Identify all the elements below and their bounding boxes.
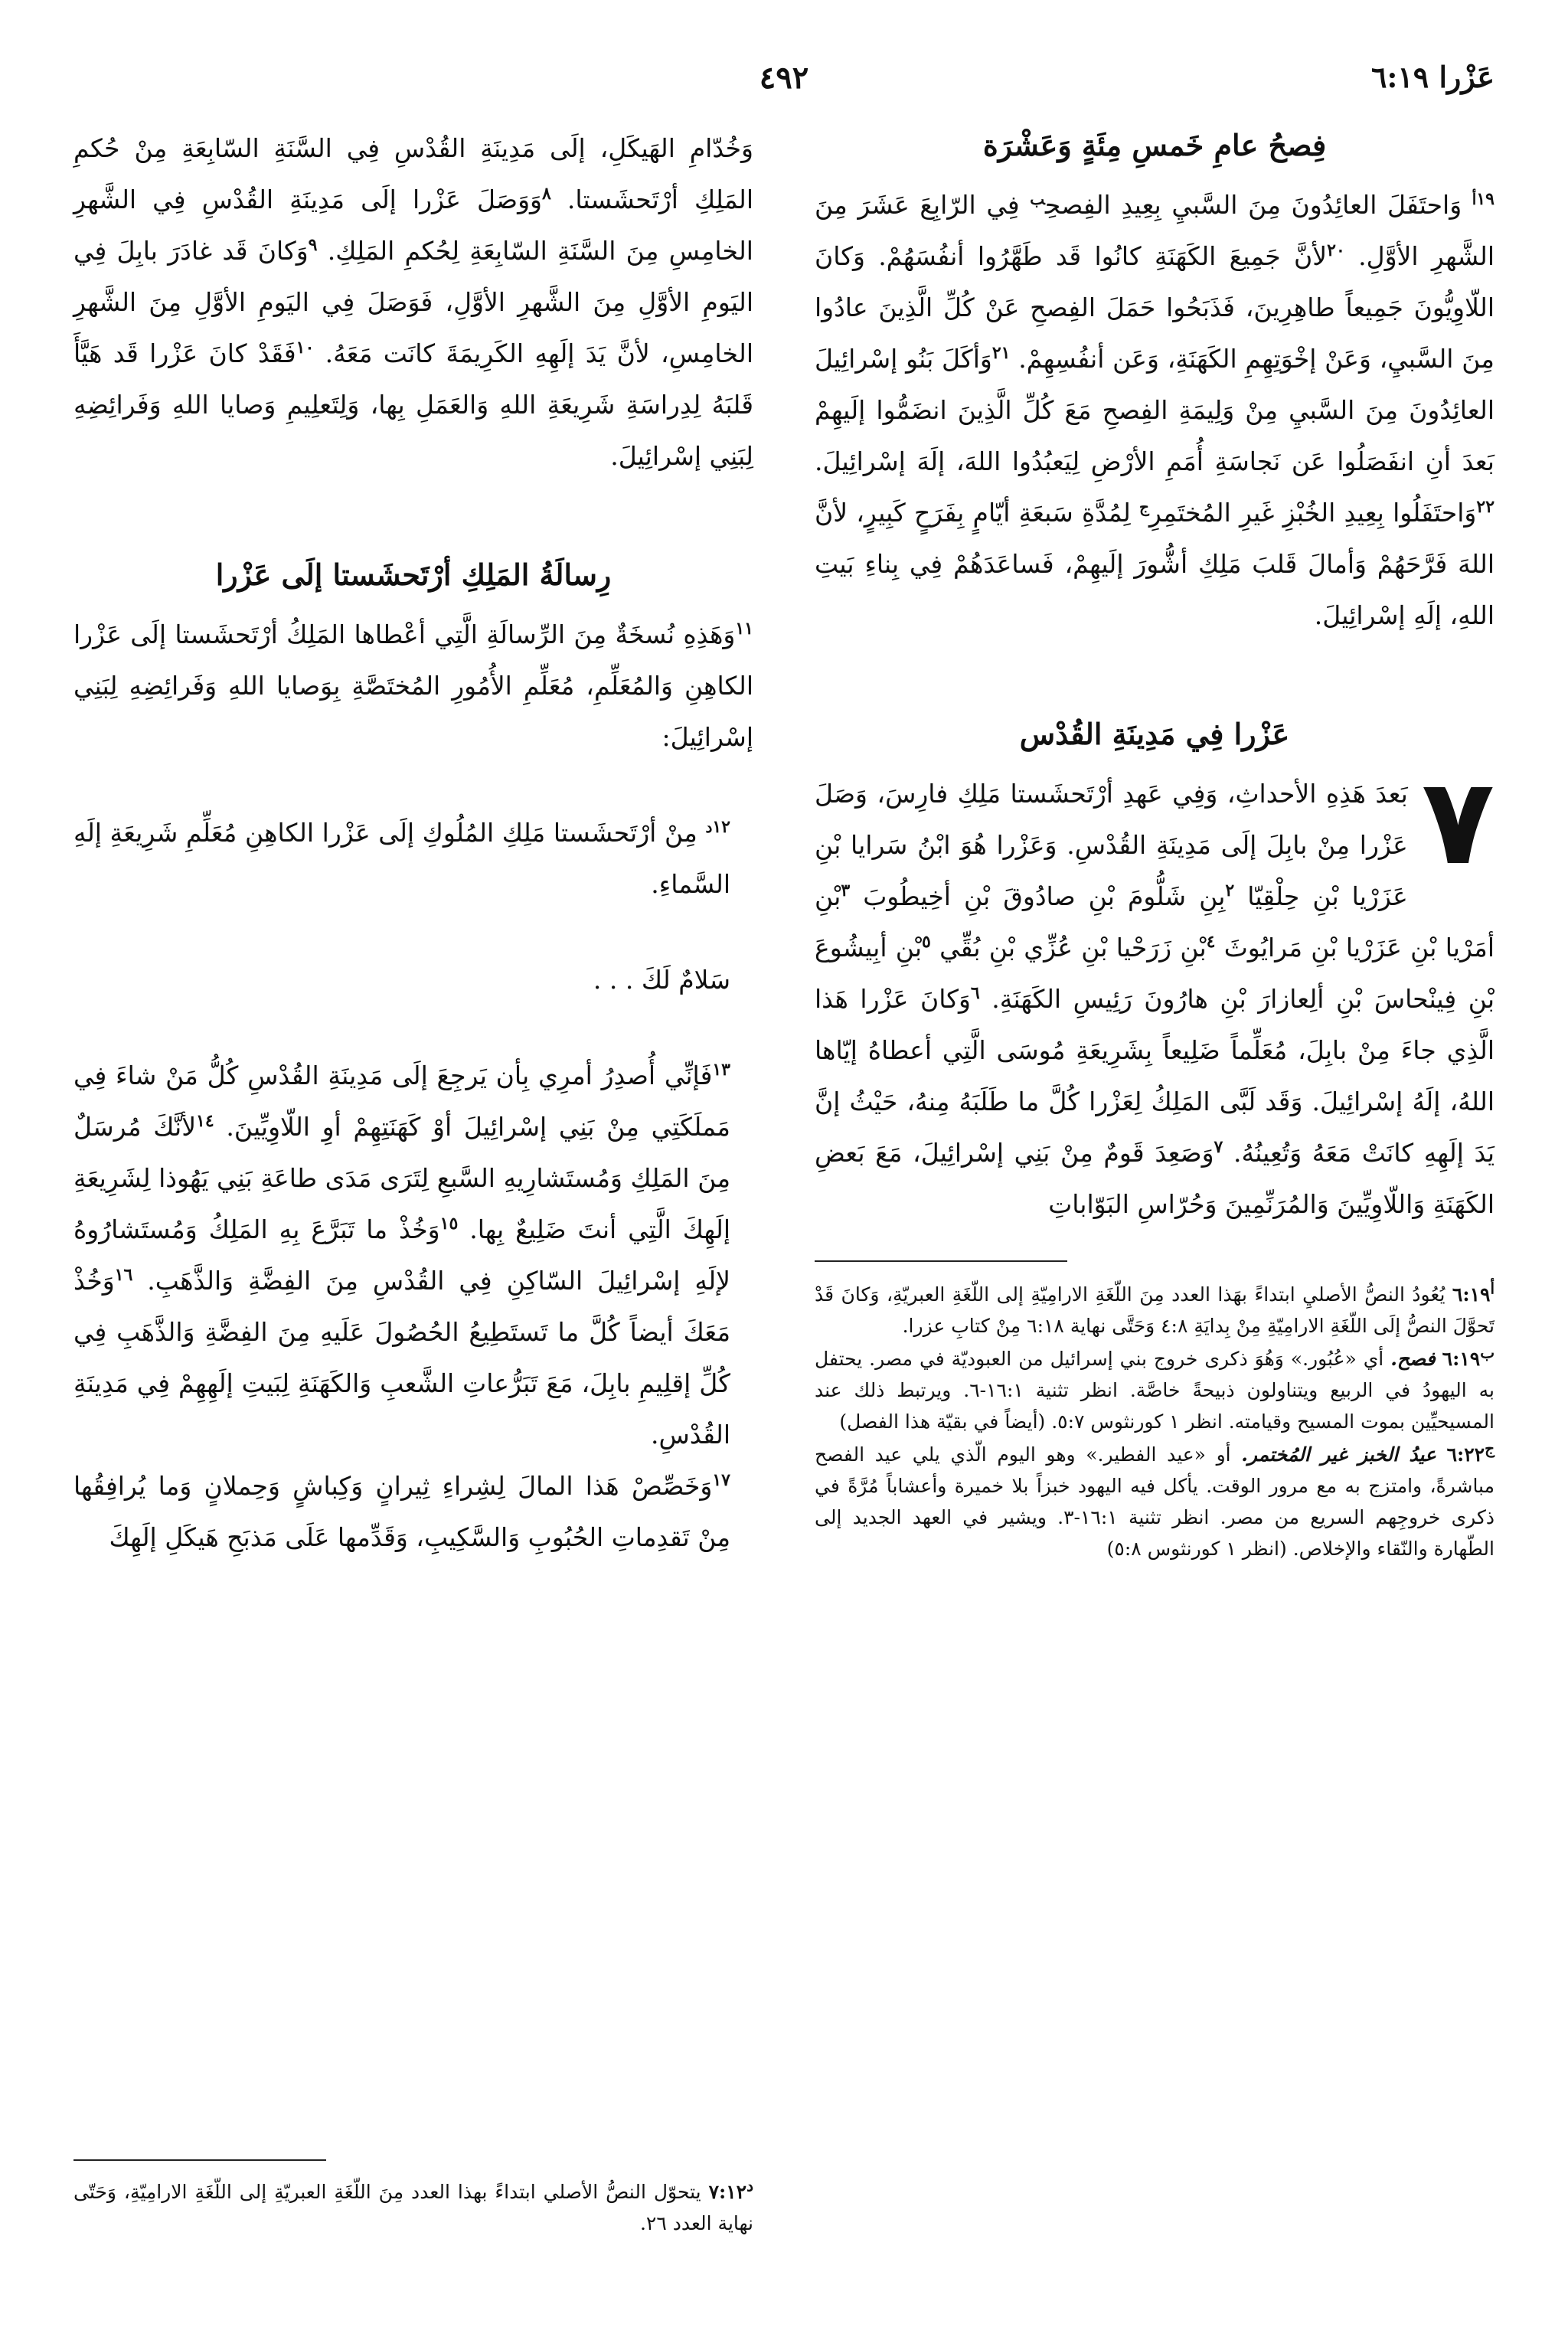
- verse-number: ١٢: [712, 817, 730, 837]
- letter-body: [74, 1050, 753, 1460]
- footnote: [815, 1279, 1494, 1342]
- verse-text: وَهَذِهِ نُسخَةٌ مِنَ الرِّسالَةِ الَّتِي أعْطاها المَلِكُ أرْتَحشَستا إلَى عَزْرا الكاهِنِ وَالمُعَلِّمِ، مُعَلِّمِ الأُمُورِ المُختَصَّةِ بِوَصايا اللهِ وَفَرائِضِهِ لِبَنِي إسْرائِيلَ:: [74, 619, 753, 752]
- verse-text: بَعدَ هَذِهِ الأحداثِ، وَفِي عَهدِ أرْتَحشَستا مَلِكِ فارِسَ، وَصَلَ عَزْرا مِنْ بابِلَ إلَى مَدِينَةِ القُدْسِ. وَعَزْرا هُوَ ابْنُ سَرايا بْنِ عَزَرْيا بْنِ حِلْقِيّا: [815, 779, 1408, 911]
- verse-number: ٨: [541, 184, 551, 204]
- passage-ezra-7-11: [74, 609, 753, 763]
- verse-text: وَوَصَلَ عَزْرا إلَى مَدِينَةِ القُدْسِ فِي الشَّهرِ الخامِسِ مِنَ السَّنَةِ السّابِعَةِ لِحُكمِ المَلِكِ.: [74, 185, 753, 266]
- footnote-text: يتحوّل النصُّ الأصلي ابتداءً بهذا العدد مِنَ اللّغَةِ العبريّةِ إلى اللّغَةِ الارامِيّةِ، وَحَتّى نهاية العدد ٢٦.: [74, 2181, 753, 2234]
- verse-number: ٦: [970, 983, 980, 1003]
- passage-ezra-7-7-10: [74, 123, 753, 482]
- verse-number: ٧: [1214, 1137, 1223, 1157]
- verse-text: فِي الرّابِعَ عَشَرَ مِنَ الشَّهرِ الأوَّلِ.: [815, 190, 1494, 271]
- section-heading-ezra-jerusalem: عَزْرا فِي مَدِينَةِ القُدْس: [1019, 717, 1290, 751]
- verse-number: ١٤: [196, 1111, 214, 1131]
- verse-text: مِنْ أرْتَحشَستا مَلِكِ المُلُوكِ إلَى عَزْرا الكاهِنِ مُعَلِّمِ شَرِيعَةِ إلَهِ السَّماءِ.: [74, 818, 730, 899]
- verse-number: ٢١: [991, 343, 1011, 363]
- verse-text: وَخُذْ ما تَبَرَّعَ بِهِ المَلِكُ وَمُستَشارُوهُ لإلَهِ إسْرائِيلَ السّاكِنِ فِي القُدْسِ مِنَ الفِضَّةِ وَالذَّهَبِ.: [74, 1214, 730, 1296]
- footnote-text: أو «عيد الفطير.» وهو اليوم الّذي يلي عيد الفصح مباشرةً، وامتزج به مع مرور الوقت. يأكل فيه اليهود خبزاً بلا خميرة وأعشاباً مُرَّةً في ذكرى خروجِهم السريع من مصر. انظر تثنية ١٦:١-٣. ويشير في العهد الجديد إلى الطّهارة والنّقاء والإخلاص. (انظر ١ كورنثوس ٥:٨): [815, 1443, 1494, 1560]
- footnote-mark: أ: [1490, 1279, 1494, 1298]
- verse-number: ٢٠: [1327, 240, 1345, 260]
- footnote-term: عيدُ الخبز غير المُختمر.: [1241, 1443, 1436, 1466]
- verse-text: لأنَّكَ مُرسَلٌ مِنَ المَلِكِ وَمُستَشارِيهِ السَّبعِ لِتَرَى مَدَى طاعَةِ بَنِي يَهُوذا لِشَرِيعَةِ إلَهِكَ الَّتِي أنتَ ضَلِيعٌ بِها.: [74, 1112, 730, 1244]
- footnote-reference: ٦:١٩: [1442, 1348, 1481, 1370]
- verse-text: بْنِ أبِيشُوعَ بْنِ فِينْحاسَ بْنِ ألِعازارَ بْنِ هارُونَ رَئِيسِ الكَهَنَةِ.: [815, 933, 1495, 1014]
- verse-number: ١٣: [712, 1060, 730, 1080]
- passage-ezra-6-19-22: [815, 179, 1494, 641]
- verse-number: ١٩: [1476, 189, 1494, 209]
- verse-number: ٤: [1206, 932, 1216, 952]
- right-column: [815, 123, 1494, 1566]
- letter-body: [74, 1460, 753, 1563]
- verse-number: ١٥: [439, 1214, 459, 1234]
- footnote-text: أي «عُبُور.» وَهُوَ ذكرى خروج بني إسرائيل من العبوديّة في مصر. يحتفل به اليهودُ في الربيع ويتناولون ذبيحةً خاصَّة. انظر تثنية ١٦:١-٦. ويرتبط ذلك عند المسيحيِّين بموت المسيح وقيامته. انظر ١ كورنثوس ٥:٧. (أيضاً في بقيّة هذا الفصل): [815, 1348, 1494, 1433]
- footnote-marker[interactable]: ج: [1138, 498, 1149, 516]
- footnotes-left: [74, 2159, 753, 2241]
- footnote: [815, 1343, 1494, 1437]
- footnote-divider: [815, 1260, 1067, 1262]
- verse-text: لِمُدَّةِ سَبعَةِ أيّامٍ بِفَرَحٍ كَبِيرٍ، لأنَّ اللهَ فَرَّحَهُمْ وَأمالَ قَلبَ مَلِكِ أشُّورَ إلَيهِمْ، فَساعَدَهُمْ فِي بِناءِ بَيتِ اللهِ، إلَهِ إسْرائِيلَ.: [815, 498, 1494, 630]
- passage-ezra-7-1-7: [815, 752, 1495, 1230]
- verse-number: ١٦: [114, 1265, 133, 1285]
- running-head: [74, 60, 1494, 106]
- footnote-reference: ٦:١٩: [1452, 1283, 1491, 1306]
- verse-text: بْنِ أمَرْيا بْنِ عَزَرْيا بْنِ مَرايُوثَ: [815, 881, 1495, 963]
- chapter-number: ٧: [1421, 752, 1494, 891]
- footnote-mark: ج: [1485, 1439, 1494, 1458]
- verse-text: وَاحتَفَلَ العائِدُونَ مِنَ السَّبيِ بِعِيدِ الفِصحِ: [1044, 190, 1462, 220]
- footnote: [74, 2176, 753, 2239]
- footnote-term: فصح.: [1390, 1348, 1436, 1370]
- section-heading-letter: رِسالَةُ المَلِكِ أرْتَحشَستا إلَى عَزْرا: [215, 557, 612, 592]
- verse-text: بِنِ شَلُّومَ بْنِ صادُوقَ بْنِ أخِيطُوبَ: [863, 881, 1226, 911]
- footnote-reference: ٧:١٢: [708, 2181, 747, 2203]
- verse-text: وَخُدّامِ الهَيكَلِ، إلَى مَدِينَةِ القُدْسِ فِي السَّنَةِ السّابِعَةِ مِنْ حُكمِ المَلِكِ أرْتَحشَستا.: [74, 133, 754, 214]
- verse-number: ٣: [841, 881, 851, 900]
- verse-text: وَخَصِّصْ هَذا المالَ لِشِراءِ ثِيرانٍ وَكِباشٍ وَحِملانٍ وَما يُرافِقُها مِنْ تَقدِماتِ الحُبُوبِ وَالسَّكِيبِ، وَقَدِّمها عَلَى مَذبَحِ هَيكَلِ إلَهِكَ: [74, 1471, 730, 1552]
- verse-number: ٥: [922, 932, 931, 952]
- verse-number: ١١: [735, 619, 753, 639]
- verse-text: وَصَعِدَ قَومٌ مِنْ بَنِي إسْرائِيلَ، مَعَ بَعضِ الكَهَنَةِ وَاللّاوِيِّينَ وَالمُرَنِّمِينَ وَحُرّاسِ البَوّاباتِ: [815, 1138, 1494, 1219]
- verse-number: ٢٢: [1476, 497, 1495, 517]
- verse-text: لأنَّ جَمِيعَ الكَهَنَةِ كانُوا قَد طَهَّرُوا أنفُسَهُمْ. وَكانَ اللّاوِيُّونَ جَمِيعاً طاهِرِينَ، فَذَبَحُوا حَمَلَ الفِصحِ عَنْ كُلِّ الَّذِينَ عادُوا مِنَ السَّبيِ، وَعَنْ إخْوَتِهِمِ الكَهَنَةِ، وَعَن أنفُسِهِمْ.: [815, 241, 1494, 374]
- verse-text: وَأكَلَ بَنُو إسْرائِيلَ العائِدُونَ مِنَ السَّبيِ مِنْ وَلِيمَةِ الفِصحِ مَعَ كُلِّ الَّذِينَ انضَمُّوا إلَيهِمْ بَعدَ أنِ انفَصَلُوا عَن نَجاسَةِ أُمَمِ الأرْضِ لِيَعبُدُوا اللهَ، إلَهَ إسْرائِيلَ.: [815, 344, 1494, 476]
- verse-number: ٢: [1225, 881, 1235, 900]
- footnote-mark: ب: [1480, 1343, 1495, 1362]
- footnote-marker[interactable]: أ: [1472, 190, 1477, 208]
- verse-text: بْنِ زَرَحْيا بْنِ عُزِّي بْنِ بُقِّي: [939, 933, 1207, 963]
- verse-text: فَقَدْ كانَ عَزْرا قَد هَيَّأَ قَلبَهُ لِدِراسَةِ شَرِيعَةِ اللهِ وَالعَمَلِ بِها، وَلِتَعلِيمِ وَصايا اللهِ وَفَرائِضِهِ لِبَنِي إسْرائِيلَ.: [74, 338, 753, 471]
- verse-text: وَخُذْ مَعَكَ أيضاً كُلَّ ما تَستَطِيعُ الحُصُولَ عَلَيهِ مِنَ الفِضَّةِ وَالذَّهَبِ فِي كُلِّ إقلِيمِ بابِلَ، مَعَ تَبَرُّعاتِ الشَّعبِ وَالكَهَنَةِ لِبَيتِ إلَهِهِمْ فِي مَدِينَةِ القُدْسِ.: [74, 1266, 730, 1450]
- footnote-reference: ٦:٢٢: [1446, 1443, 1485, 1466]
- running-head-reference: عَزْرا ٦:١٩: [1370, 60, 1494, 94]
- footnote-marker[interactable]: ب: [1030, 190, 1045, 208]
- footnote-text: يُعُودُ النصُّ الأصليِ ابتداءً بهَذا العدد مِنَ اللّغَةِ الارامِيّةِ إلى اللّغَةِ العبريّةِ، وَكانَ قَدْ تَحوَّلَ النصُّ إلَى اللّغَةِ الارامِيّةِ مِنْ بِدايَةِ ٤:٨ وَحَتَّى نهاية ٦:١٨ مِنْ كتابِ عزرا.: [815, 1283, 1494, 1337]
- verse-text: وَكانَ عَزْرا هَذا الَّذِي جاءَ مِنْ بابِلَ، مُعَلِّماً ضَلِيعاً بِشَرِيعَةِ مُوسَى الَّتِي أعطاهُ إيّاها اللهُ، إلَهُ إسْرائِيلَ. وَقَد لَبَّى المَلِكُ لِعَزْرا كُلَّ ما طَلَبَهُ مِنهُ، حَيْثُ إنَّ يَدَ إلَهِهِ كانَتْ مَعَهُ وَتُعِينُهُ.: [815, 984, 1495, 1168]
- letter-salutation: [74, 807, 753, 910]
- footnote-marker[interactable]: د: [705, 818, 713, 836]
- footnote: [815, 1439, 1494, 1564]
- page-number: ٤٩٢: [759, 60, 809, 96]
- footnote-divider: [74, 2159, 326, 2161]
- verse-number: ١٧: [712, 1470, 730, 1490]
- verse-number: ١٠: [296, 338, 315, 358]
- footnote-mark: د: [746, 2176, 753, 2195]
- left-column: [74, 123, 753, 1563]
- footnotes-right: [815, 1279, 1494, 1564]
- verse-text: وَاحتَفَلُوا بِعِيدِ الخُبْزِ غَيرِ المُختَمِرِ: [1148, 498, 1477, 528]
- letter-greeting: سَلامٌ لَكَ . . .: [593, 965, 730, 995]
- verse-number: ٩: [308, 235, 318, 255]
- section-heading-passover: فِصحُ عامِ خَمسِ مِئَةٍ وَعَشْرَة: [982, 128, 1327, 162]
- verse-text: فَإنِّي أُصدِرُ أمرِي بِأن يَرجِعَ إلَى مَدِينَةِ القُدْسِ كُلُّ مَنْ شاءَ فِي مَملَكَتِي مِنْ بَنِي إسْرائِيلَ أوْ كَهَنَتِهِمْ أوِ اللّاوِيِّينَ.: [74, 1061, 730, 1142]
- verse-text: وَكانَ قَد غادَرَ بابِلَ فِي اليَومِ الأوَّلِ مِنَ الشَّهرِ الأوَّلِ، فَوَصَلَ فِي اليَومِ الأوَّلِ مِنَ الشَّهرِ الخامِسِ، لأنَّ يَدَ إلَهِهِ الكَرِيمَةَ كانَت مَعَهُ.: [74, 236, 753, 368]
